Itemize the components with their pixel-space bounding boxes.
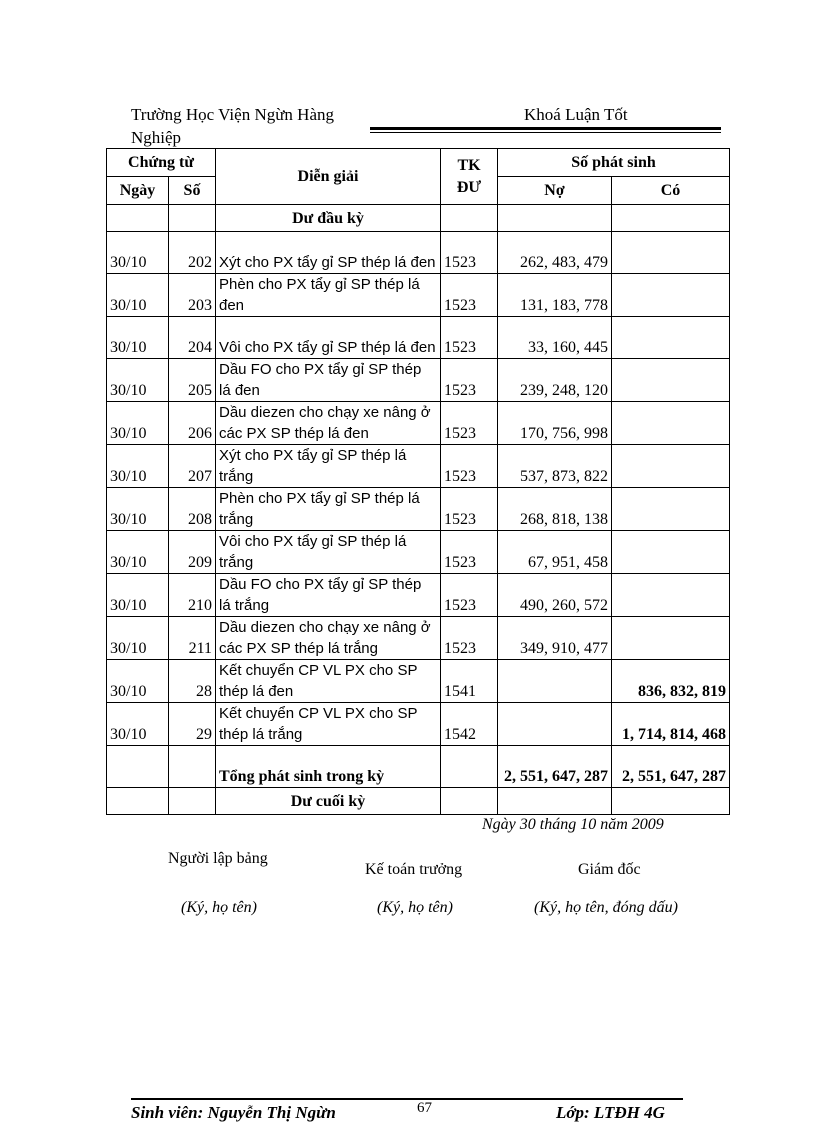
row-description: Kết chuyển CP VL PX cho SP thép lá trắng [216,703,441,746]
ledger-table [106,148,730,815]
row-credit [612,274,730,317]
sig-preparer-note: (Ký, họ tên) [181,899,257,916]
row-credit [612,531,730,574]
table-row [107,445,730,488]
header-so: Số [169,177,216,205]
header-so-phat-sinh: Số phát sinh [498,149,730,177]
total-debit: 2, 551, 647, 287 [498,746,612,788]
row-credit [612,317,730,359]
total-label: Tổng phát sinh trong kỳ [216,746,441,788]
header-rule [370,127,721,130]
row-account: 1523 [441,274,498,317]
table-row [107,317,730,359]
row-account: 1523 [441,574,498,617]
row-description: Vôi cho PX tẩy gỉ SP thép lá đen [216,317,441,359]
row-credit [612,574,730,617]
row-doc-no: 28 [169,660,216,703]
sig-preparer: Người lập bảng [168,850,268,867]
row-description: Phèn cho PX tẩy gỉ SP thép lá trắng [216,488,441,531]
closing-debit [498,788,612,815]
row-doc-no: 205 [169,359,216,402]
table-row [107,274,730,317]
row-description: Kết chuyển CP VL PX cho SP thép lá đen [216,660,441,703]
sig-director: Giám đốc [578,861,641,878]
table-row [107,232,730,274]
opening-label: Dư đầu kỳ [216,205,441,232]
header-chung-tu: Chứng từ [107,149,216,177]
header-rule-thin [370,132,721,133]
table-row [107,660,730,703]
total-credit: 2, 551, 647, 287 [612,746,730,788]
row-debit: 349, 910, 477 [498,617,612,660]
row-description: Dầu diezen cho chạy xe nâng ở các PX SP thép lá đen [216,402,441,445]
sig-chief-accountant: Kế toán trưởng [365,861,463,878]
row-debit: 262, 483, 479 [498,232,612,274]
row-doc-no: 207 [169,445,216,488]
row-doc-no: 203 [169,274,216,317]
row-credit [612,445,730,488]
sig-chief-note: (Ký, họ tên) [377,899,453,916]
row-credit: 1, 714, 814, 468 [612,703,730,746]
opening-date [107,205,169,232]
row-debit: 490, 260, 572 [498,574,612,617]
closing-row [107,788,730,815]
row-account: 1523 [441,445,498,488]
row-account: 1523 [441,531,498,574]
closing-date [107,788,169,815]
row-description: Dầu FO cho PX tẩy gỉ SP thép lá trắng [216,574,441,617]
row-date: 30/10 [107,703,169,746]
table-row [107,531,730,574]
row-account: 1523 [441,359,498,402]
opening-credit [612,205,730,232]
row-date: 30/10 [107,445,169,488]
total-date [107,746,169,788]
opening-no [169,205,216,232]
row-date: 30/10 [107,531,169,574]
row-credit [612,488,730,531]
row-debit: 537, 873, 822 [498,445,612,488]
date-line: Ngày 30 tháng 10 năm 2009 [482,816,664,833]
closing-account [441,788,498,815]
header-co: Có [612,177,730,205]
row-debit: 170, 756, 998 [498,402,612,445]
row-doc-no: 29 [169,703,216,746]
row-credit [612,359,730,402]
total-row [107,746,730,788]
sig-director-note: (Ký, họ tên, đóng dấu) [534,899,678,916]
row-debit [498,703,612,746]
row-description: Vôi cho PX tẩy gỉ SP thép lá trắng [216,531,441,574]
header-school: Trường Học Viện Ngừn Hàng [131,105,335,124]
row-doc-no: 208 [169,488,216,531]
row-account: 1523 [441,232,498,274]
row-doc-no: 206 [169,402,216,445]
closing-credit [612,788,730,815]
header-thesis-wrap: Nghiệp [131,128,182,147]
row-description: Xýt cho PX tẩy gỉ SP thép lá trắng [216,445,441,488]
row-account: 1523 [441,617,498,660]
row-date: 30/10 [107,359,169,402]
row-debit [498,660,612,703]
row-account: 1541 [441,660,498,703]
row-debit: 33, 160, 445 [498,317,612,359]
row-doc-no: 211 [169,617,216,660]
header-thesis: Khoá Luận Tốt [524,105,628,124]
row-account: 1523 [441,317,498,359]
row-date: 30/10 [107,232,169,274]
row-doc-no: 204 [169,317,216,359]
row-debit: 239, 248, 120 [498,359,612,402]
closing-label: Dư cuối kỳ [216,788,441,815]
table-row [107,574,730,617]
row-date: 30/10 [107,488,169,531]
row-debit: 131, 183, 778 [498,274,612,317]
header-no: Nợ [498,177,612,205]
header-tk-du: TK ĐƯ [441,149,498,205]
row-debit: 67, 951, 458 [498,531,612,574]
row-description: Xýt cho PX tẩy gỉ SP thép lá đen [216,232,441,274]
row-credit [612,617,730,660]
header-dien-giai: Diễn giải [216,149,441,205]
row-account: 1523 [441,402,498,445]
table-row [107,402,730,445]
footer-student: Sinh viên: Nguyễn Thị Ngừn [131,1103,336,1122]
row-date: 30/10 [107,317,169,359]
row-account: 1542 [441,703,498,746]
table-row [107,617,730,660]
row-description: Dầu diezen cho chạy xe nâng ở các PX SP thép lá trắng [216,617,441,660]
row-account: 1523 [441,488,498,531]
table-row [107,488,730,531]
row-description: Dầu FO cho PX tẩy gỉ SP thép lá đen [216,359,441,402]
row-date: 30/10 [107,402,169,445]
row-credit: 836, 832, 819 [612,660,730,703]
footer-class: Lớp: LTĐH 4G [556,1103,665,1122]
row-doc-no: 209 [169,531,216,574]
header-ngay: Ngày [107,177,169,205]
row-date: 30/10 [107,574,169,617]
total-no [169,746,216,788]
footer-rule [131,1098,683,1100]
opening-debit [498,205,612,232]
row-date: 30/10 [107,274,169,317]
total-account [441,746,498,788]
table-row [107,703,730,746]
row-date: 30/10 [107,660,169,703]
row-credit [612,232,730,274]
row-doc-no: 202 [169,232,216,274]
row-description: Phèn cho PX tẩy gỉ SP thép lá đen [216,274,441,317]
footer-page-number: 67 [417,1100,432,1116]
row-debit: 268, 818, 138 [498,488,612,531]
row-date: 30/10 [107,617,169,660]
opening-tk [441,205,498,232]
row-credit [612,402,730,445]
closing-no [169,788,216,815]
row-doc-no: 210 [169,574,216,617]
table-row [107,359,730,402]
